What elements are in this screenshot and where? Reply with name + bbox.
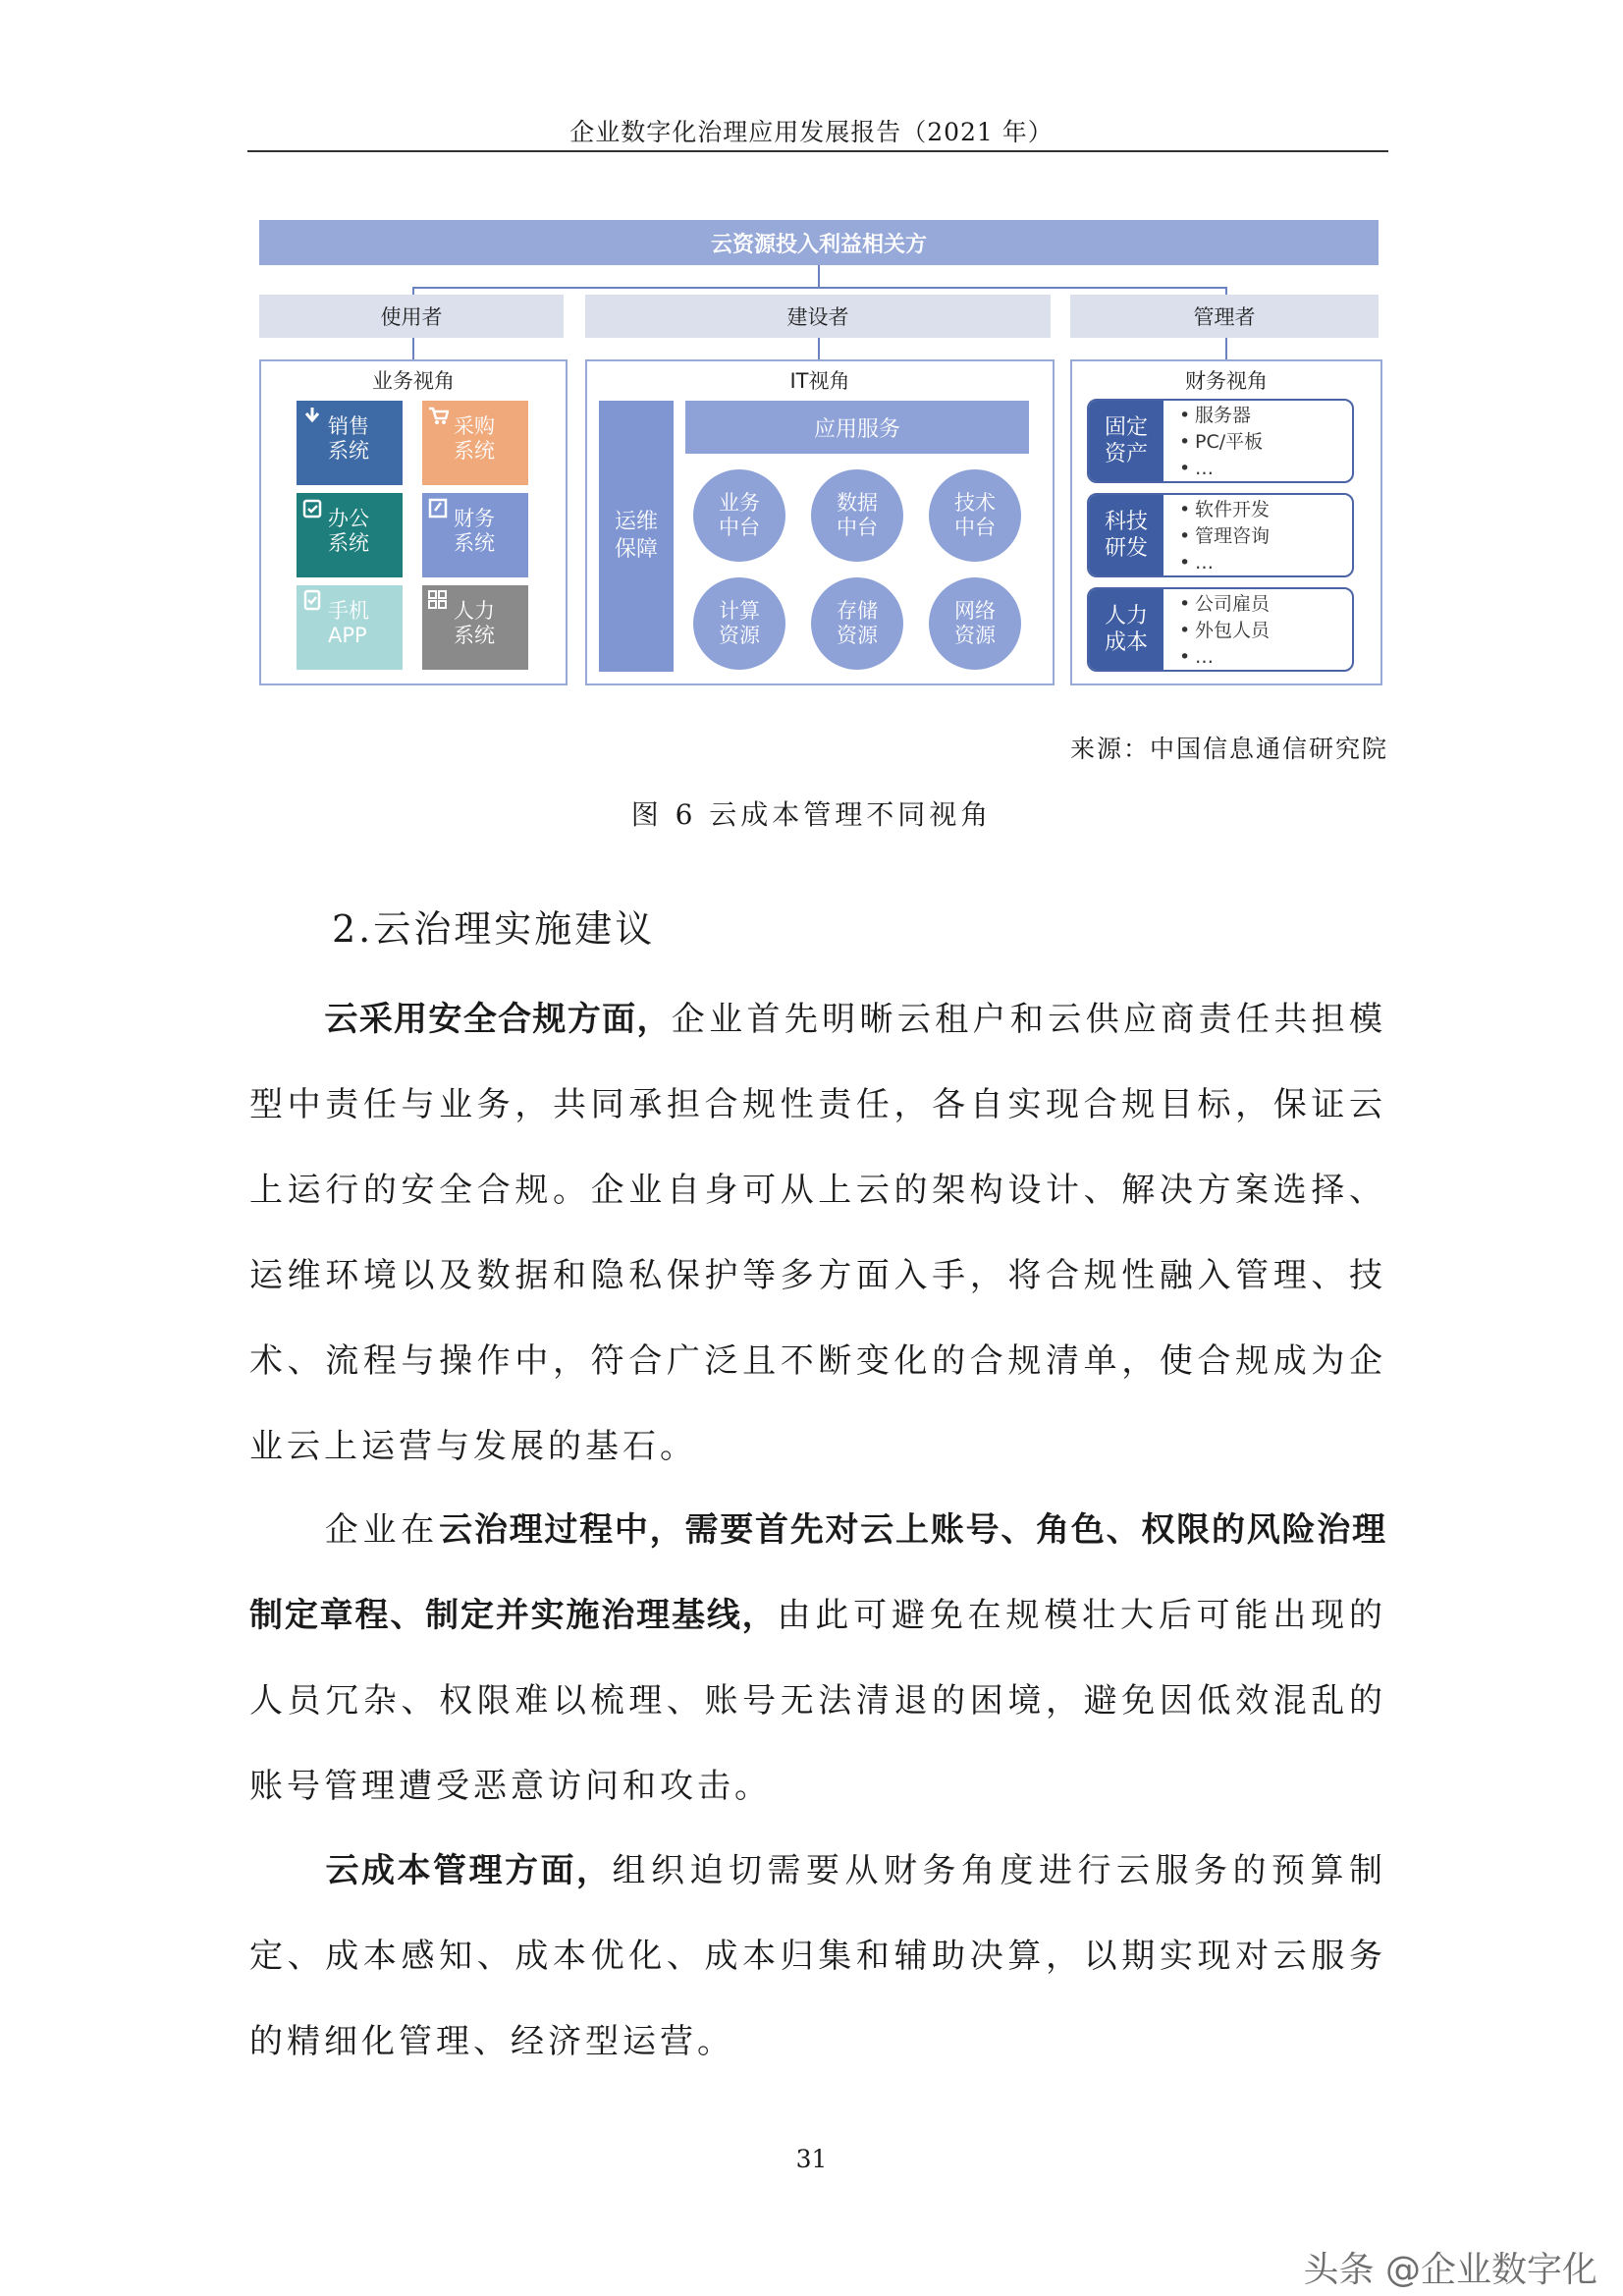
tile-mobile-app [297,585,403,670]
circle-business-middle-platform [693,469,785,562]
circle-label-line2: 中台 [719,516,760,539]
figure-caption: 图 6 云成本管理不同视角 [630,798,993,831]
finance-item-text: 软件开发 [1195,499,1271,520]
connector-left-down [412,287,414,295]
app-service-label: 应用服务 [813,416,900,442]
tile-label-line1: 财务 [454,507,495,530]
connector-role-right [1225,338,1227,359]
header-divider [247,150,1388,152]
finance-item-text: 服务器 [1195,405,1252,426]
finance-row-hr-cost [1087,587,1354,672]
finance-item-text: 管理咨询 [1195,525,1271,547]
paragraph-text: 由此可避免在规模壮大后可能出现的人员冗杂、权限难以梳理、账号无法清退的困境，避免因低效混乱的账号管理遭受恶意访问和攻击。 [249,1596,1386,1806]
finance-perspective-title: 财务视角 [1185,369,1268,393]
phone-check-icon [301,589,323,611]
circle-label-line1: 存储 [837,599,878,623]
role-manager [1070,295,1379,338]
finance-item-text: … [1195,458,1214,479]
tile-label-line1: 手机 [328,599,369,623]
paragraph-compliance [249,977,1386,1490]
tile-finance-system [422,493,528,577]
paragraph-text: 企业首先明晰云租户和云供应商责任共担模型中责任与业务，共同承担合规性责任，各自实现合规目标，保证云上运行的安全合规。企业自身可从上云的架构设计、解决方案选择、运维环境以及数据和隐私保护等多方面入手，将合规性融入管理、技术、流程与操作中，符合广泛且不断变化的合规清单，使合规成为企业云上运营与发展的基石。 [249,1000,1387,1466]
connector-role-center [818,338,820,359]
finance-list-item: • … [1179,458,1214,479]
finance-list-item: • … [1179,552,1214,574]
finance-item-text: 外包人员 [1195,620,1271,641]
business-perspective-title: 业务视角 [372,369,455,393]
connector-role-left [412,338,414,359]
finance-label-line2: 研发 [1104,536,1148,561]
finance-perspective-panel [1070,359,1382,685]
finance-list-item: • … [1179,646,1214,668]
circle-label-line2: 资源 [954,624,996,647]
tile-label-line1: 销售 [328,414,369,438]
circle-label-line2: 资源 [837,624,878,647]
finance-list-item: • 服务器 [1179,405,1252,426]
paragraph-pre-text: 企业在 [324,1510,440,1550]
role-user-label: 使用者 [380,305,443,329]
paragraph-governance [249,1488,1386,1830]
finance-list-item: • 外包人员 [1179,620,1271,641]
tile-label-line2: 系统 [328,439,369,463]
tile-sales-system [297,401,403,485]
it-perspective-title: IT视角 [789,369,850,393]
figure-source: 来源：中国信息通信研究院 [1069,735,1388,763]
grid-icon [427,589,449,611]
connector-top-horizontal [412,287,1227,289]
figure-cloud-cost-perspectives [255,216,1382,687]
stakeholders-bar [259,220,1379,265]
watermark: 头条 @企业数字化 [1303,2250,1597,2290]
tile-label-line2: 系统 [454,531,495,555]
finance-row-fixed-assets [1087,399,1354,483]
it-perspective-panel [585,359,1055,685]
paragraph-text: 组织迫切需要从财务角度进行云服务的预算制定、成本感知、成本优化、成本归集和辅助决算，以期实现对云服务的精细化管理、经济型运营。 [249,1851,1386,2061]
circle-label-line2: 中台 [954,516,996,539]
finance-row-tech-rnd [1087,493,1354,577]
paragraph-bold-lead: 云治理过程中，需要首先对云上账号、角色、权限的风险治理制定章程、制定并实施治理基线， [249,1510,1387,1635]
finance-list-item: • 公司雇员 [1179,593,1271,615]
finance-label-line2: 成本 [1104,630,1148,655]
paragraph-cost-management [249,1829,1386,2085]
circle-label-line2: 中台 [837,516,878,539]
role-builder-label: 建设者 [786,305,849,329]
tile-label-line2: 系统 [328,531,369,555]
role-manager-label: 管理者 [1193,305,1256,329]
tile-label-line2: APP [328,624,367,647]
circle-storage-resources [811,577,903,670]
tile-label-line1: 人力 [454,599,495,623]
circle-label-line1: 数据 [837,491,878,515]
cart-icon [427,405,449,426]
tile-label-line1: 办公 [328,507,369,530]
finance-list-item: • 软件开发 [1179,499,1271,520]
role-user [259,295,564,338]
finance-label-line1: 人力 [1104,604,1148,629]
page-header-title: 企业数字化治理应用发展报告（2021 年） [569,118,1054,146]
paragraph-bold-lead: 云成本管理方面， [324,1851,613,1890]
app-service-bar [685,401,1029,454]
tile-label-line1: 采购 [454,414,495,438]
ops-support-label: 运维保障 [614,510,658,562]
finance-item-text: 公司雇员 [1195,593,1271,615]
finance-label-line1: 科技 [1104,510,1148,534]
connector-center-down [818,265,820,289]
business-perspective-panel [259,359,568,685]
circle-label-line1: 网络 [954,599,996,623]
circle-label-line1: 业务 [719,491,760,515]
finance-list-item: • PC/平板 [1179,431,1264,453]
ledger-icon [427,497,449,519]
tile-label-line2: 系统 [454,439,495,463]
circle-label-line1: 计算 [719,599,760,623]
role-builder [585,295,1051,338]
finance-label-line1: 固定 [1104,415,1148,440]
tile-hr-system [422,585,528,670]
tile-purchase-system [422,401,528,485]
tile-label-line2: 系统 [454,624,495,647]
page-number: 31 [795,2145,828,2173]
down-arrow-icon [301,405,323,426]
section-heading: 2.云治理实施建议 [332,907,656,951]
circle-network-resources [929,577,1021,670]
finance-item-text: … [1195,552,1214,574]
circle-data-middle-platform [811,469,903,562]
circle-compute-resources [693,577,785,670]
finance-label-line2: 资产 [1104,442,1148,466]
tile-office-system [297,493,403,577]
connector-right-down [1225,287,1227,295]
finance-list-item: • 管理咨询 [1179,525,1271,547]
finance-item-text: … [1195,646,1214,668]
finance-item-text: PC/平板 [1195,431,1264,453]
circle-tech-middle-platform [929,469,1021,562]
clipboard-icon [301,497,323,519]
paragraph-bold-lead: 云采用安全合规方面， [324,1000,672,1039]
ops-support-block [599,401,674,672]
circle-label-line1: 技术 [954,491,996,515]
stakeholders-bar-label: 云资源投入利益相关方 [710,232,927,257]
circle-label-line2: 资源 [719,624,760,647]
